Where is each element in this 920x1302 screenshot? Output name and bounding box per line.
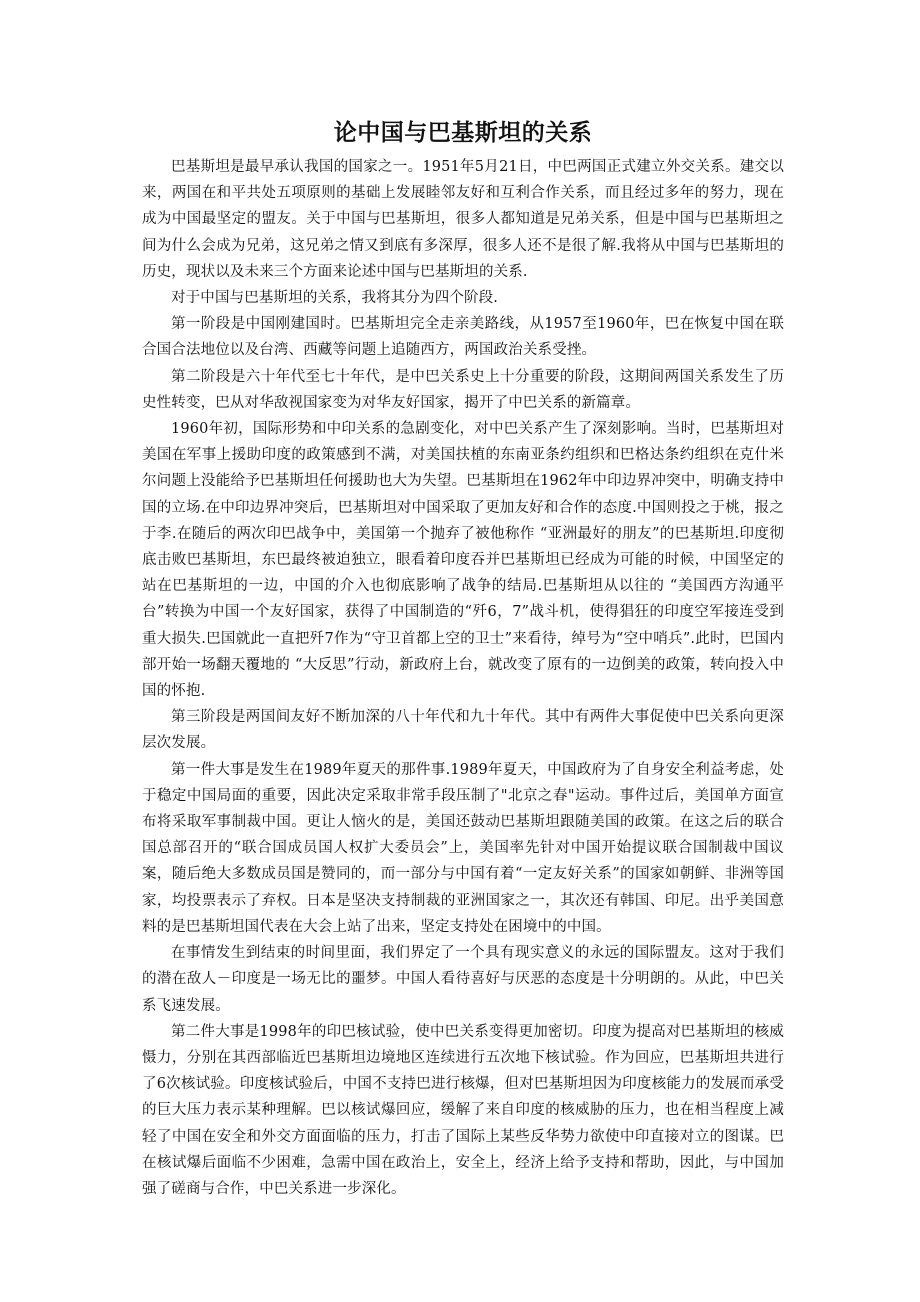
paragraph-stage-three: 第三阶段是两国间友好不断加深的八十年代和九十年代。其中有两件大事促使中巴关系向更深层次发展。 xyxy=(142,709,784,752)
paragraph-1960s-detail: 1960年初，国际形势和中印关系的急剧变化，对中巴关系产生了深刻影响。当时，巴基斯坦对美国在军事上援助印度的政策感到不满，对美国扶植的东南亚条约组织和巴格达条约组织在克什米尔问题上没能给予巴基斯坦任何援助也大为失望。巴基斯坦在1962年中印边界冲突中，明确支持中国的立场.在中印边界冲突后，巴基斯坦对中国采取了更加友好和合作的态度.中国则投之于桃，报之于李.在随后的两次印巴战争中，美国第一个抛弃了被他称作 “亚洲最好的朋友”的巴基斯坦.印度彻底击败巴基斯坦，东巴最终被迫独立，眼看着印度吞并巴基斯坦已经成为可能的时候，中国坚定的站在巴基斯坦的一边，中国的介入也彻底影响了战争的结局.巴基斯坦从以往的 “美国西方沟通平台”转换为中国一个友好国家，获得了中国制造的“歼6，7”战斗机，使得猖狂的印度空军接连受到重大损失.巴国就此一直把歼7作为“守卫首都上空的卫士”来看待，绰号为“空中哨兵”.此时，巴国内部开始一场翻天覆地的 “大反思”行动，新政府上台，就改变了原有的一边倒美的政策，转向投入中国的怀抱. xyxy=(142,421,784,700)
paragraph-event-one: 第一件大事是发生在1989年夏天的那件事.1989年夏天，中国政府为了自身安全利益考虑，处于稳定中国局面的重要，因此决定采取非常手段压制了"北京之春"运动。事件过后，美国单方面宣布将采取军事制裁中国。更让人恼火的是，美国还鼓动巴基斯坦跟随美国的政策。在这之后的联合国总部召开的“联合国成员国人权扩大委员会”上，美国率先针对中国开始提议联合国制裁中国议案，随后绝大多数成员国是赞同的，而一部分与中国有着“一定友好关系”的国家如朝鲜、非洲等国家，均投票表示了弃权。日本是坚决支持制裁的亚洲国家之一，其次还有韩国、印尼。出乎美国意料的是巴基斯坦国代表在大会上站了出来，坚定支持处在困境中的中国。 xyxy=(142,761,784,935)
paragraph-stages-overview: 对于中国与巴基斯坦的关系，我将其分为四个阶段. xyxy=(171,290,499,307)
paragraph-event-one-aftermath: 在事情发生到结束的时间里面，我们界定了一个具有现实意义的永远的国际盟友。这对于我们的潜在敌人－印度是一场无比的噩梦。中国人看待喜好与厌恶的态度是十分明朗的。从此，中巴关系飞速发展。 xyxy=(142,945,784,1014)
paragraph-intro: 巴基斯坦是最早承认我国的国家之一。1951年5月21日，中巴两国正式建立外交关系。建交以来，两国在和平共处五项原则的基础上发展睦邻友好和互利合作关系，而且经过多年的努力，现在成为中国最坚定的盟友。关于中国与巴基斯坦，很多人都知道是兄弟关系，但是中国与巴基斯坦之间为什么会成为兄弟，这兄弟之情又到底有多深厚，很多人还不是很了解.我将从中国与巴基斯坦的历史，现状以及未来三个方面来论述中国与巴基斯坦的关系. xyxy=(142,159,784,280)
document-page xyxy=(142,118,784,1202)
paragraph-stage-two: 第二阶段是六十年代至七十年代，是中巴关系史上十分重要的阶段，这期间两国关系发生了历史性转变，巴从对华敌视国家变为对华友好国家，揭开了中巴关系的新篇章。 xyxy=(142,368,784,411)
paragraph-stage-one: 第一阶段是中国刚建国时。巴基斯坦完全走亲美路线，从1957至1960年，巴在恢复中国在联合国合法地位以及台湾、西藏等问题上追随西方，两国政治关系受挫。 xyxy=(142,316,784,359)
document-title: 论中国与巴基斯坦的关系 xyxy=(333,120,593,146)
paragraph-event-two: 第二件大事是1998年的印巴核试验，使中巴关系变得更加密切。印度为提高对巴基斯坦的核威慑力，分别在其西部临近巴基斯坦边境地区连续进行五次地下核试验。作为回应，巴基斯坦共进行了6次核试验。印度核试验后，中国不支持巴进行核爆，但对巴基斯坦因为印度核能力的发展而承受的巨大压力表示某种理解。巴以核试爆回应，缓解了来自印度的核威胁的压力，也在相当程度上减轻了中国在安全和外交方面面临的压力，打击了国际上某些反华势力欲使中印直接对立的图谋。巴在核试爆后面临不少困难，急需中国在政治上，安全上，经济上给予支持和帮助，因此，与中国加强了磋商与合作，中巴关系进一步深化。 xyxy=(142,1023,784,1197)
